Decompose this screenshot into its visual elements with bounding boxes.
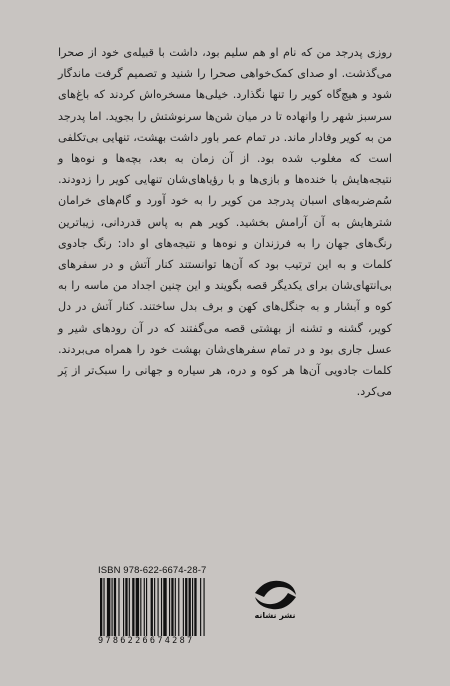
isbn-label: ISBN 978-622-6674-28-7 (98, 565, 207, 576)
back-cover-paragraph: روزی پدرجد من که نام او هم سلیم بود، داشت با قبیله‌ی خود از صحرا می‌گذشت. او صدای کمک‌خواهی صحرا را شنید و تصمیم گرفت ماندگار شود و هیچ‌گاه کویر را تنها نگذارد. خیلی‌ها مسخره‌اش کردند که باغ‌های سرسبز شهر را وانهاده تا در میان شن‌ها سرنوشتش را بجوید. اما پدرجد من به کویر وفادار ماند. در تمام عمر باور داشت بهشت، تنهایی بی‌تکلفی است که مغلوب شده بود. از آن زمان به بعد، بچه‌ها و نوه‌ها و نتیجه‌هایش با خنده‌ها و بازی‌ها و با رؤیاهای‌شان تنهایی کویر را زدودند. سُم‌ضربه‌های اسبان پدرجد من کویر را به خود آورد و گام‌های خرامان شترهایش به آن آرامش بخشید. کویر هم به پاس قدردانی، زیباترین رنگ‌های جهان را به فرزندان و نوه‌ها و نتیجه‌های او داد: رنگ جادوی کلمات و به این ترتیب بود که آن‌ها توانستند کنار آتش و در سفرهای بی‌انتهای‌شان برای یکدیگر قصه بگویند و این چنین اجداد من ماسه را به کوه و آبشار و به جنگل‌های کهن و برف بدل ساختند. کنار آتش در دل کویر، گشنه و تشنه از بهشتی قصه می‌گفتند که در آن رودهای شیر و عسل جاری بود و در تمام سفرهای‌شان بهشت خود را همراه می‌بردند. کلمات جادویی آن‌ها هر کوه و دره، هر سیاره و جهانی را سبک‌تر از پَر می‌کرد. (58, 46, 392, 399)
publisher-logo-text: نشر نشانه (254, 611, 296, 620)
barcode (98, 578, 256, 638)
barcode-digits: 9786226674287 (98, 636, 195, 646)
back-cover-text (58, 42, 392, 402)
publisher-logo (250, 573, 300, 633)
